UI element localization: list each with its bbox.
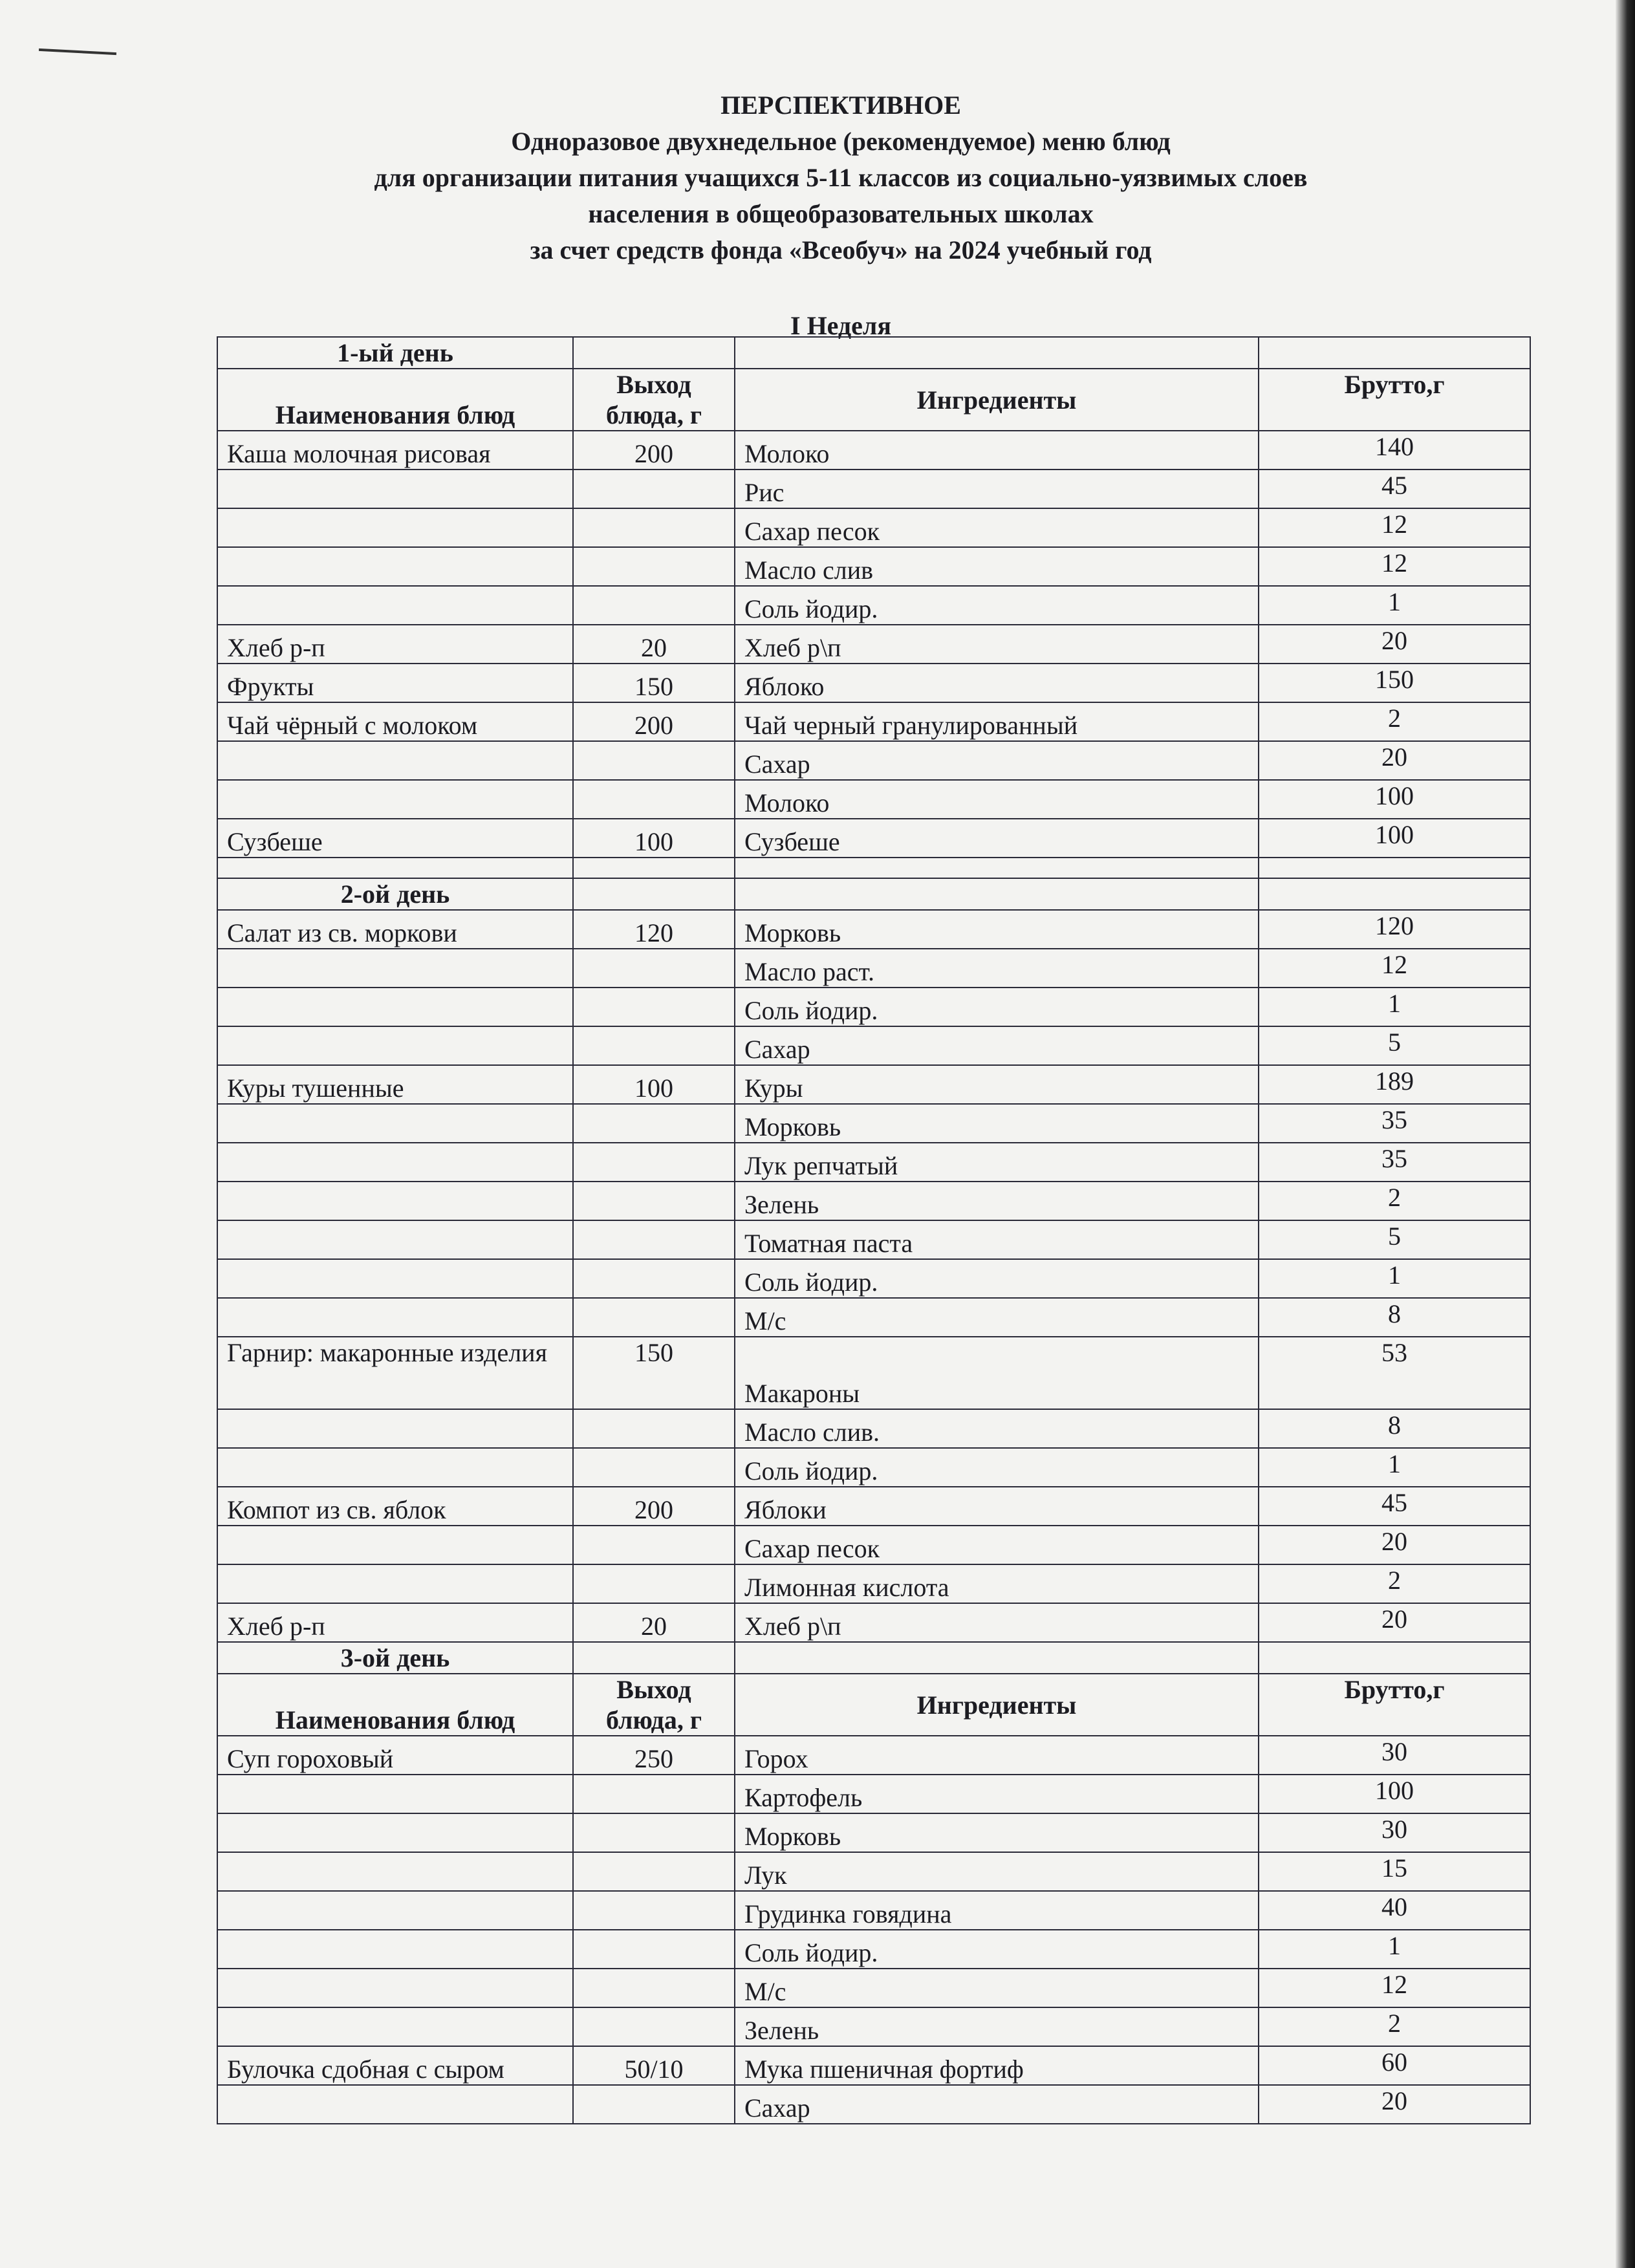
header-dish: Наименования блюд xyxy=(217,1674,573,1736)
dish-name xyxy=(217,1930,573,1969)
dish-yield: 20 xyxy=(573,1603,735,1642)
subtitle-line-1: Одноразовое двухнедельное (рекомендуемое) меню блюд xyxy=(511,127,1171,156)
dish-name xyxy=(217,586,573,625)
dish-name xyxy=(217,1143,573,1182)
brutto-weight: 12 xyxy=(1259,1969,1530,2007)
dish-name xyxy=(217,1969,573,2007)
table-row xyxy=(217,741,1530,780)
table-row xyxy=(217,1409,1530,1448)
subtitle-line-3: населения в общеобразовательных школах xyxy=(588,199,1094,228)
ingredient: Соль йодир. xyxy=(735,1930,1259,1969)
brutto-weight: 150 xyxy=(1259,664,1530,702)
day-header-row xyxy=(217,1642,1530,1674)
table-row xyxy=(217,1182,1530,1220)
ingredient: Морковь xyxy=(735,910,1259,949)
brutto-weight: 20 xyxy=(1259,2085,1530,2124)
brutto-weight: 15 xyxy=(1259,1852,1530,1891)
dish-name: Куры тушенные xyxy=(217,1065,573,1104)
dish-name xyxy=(217,1813,573,1852)
empty-cell xyxy=(1259,878,1530,910)
brutto-weight: 12 xyxy=(1259,508,1530,547)
day-label: 1-ый день xyxy=(217,337,573,369)
ingredient: Сахар xyxy=(735,2085,1259,2124)
document-header xyxy=(194,87,1488,268)
dish-name xyxy=(217,780,573,819)
brutto-weight: 1 xyxy=(1259,586,1530,625)
ingredient: Сузбеше xyxy=(735,819,1259,858)
ingredient: Морковь xyxy=(735,1813,1259,1852)
brutto-weight: 20 xyxy=(1259,1603,1530,1642)
table-row xyxy=(217,1104,1530,1143)
ingredient: Грудинка говядина xyxy=(735,1891,1259,1930)
dish-name: Фрукты xyxy=(217,664,573,702)
dish-yield xyxy=(573,586,735,625)
table-row xyxy=(217,1564,1530,1603)
ingredient: Молоко xyxy=(735,780,1259,819)
dish-name: Компот из св. яблок xyxy=(217,1487,573,1526)
table-row xyxy=(217,586,1530,625)
subtitle-line-2: для организации питания учащихся 5-11 классов из социально-уязвимых слоев xyxy=(374,163,1308,192)
brutto-weight: 140 xyxy=(1259,431,1530,470)
table-row xyxy=(217,1487,1530,1526)
dish-yield: 20 xyxy=(573,625,735,664)
empty-cell xyxy=(573,337,735,369)
brutto-weight: 2 xyxy=(1259,2007,1530,2046)
ingredient: Соль йодир. xyxy=(735,988,1259,1026)
dish-name xyxy=(217,1026,573,1065)
dish-yield xyxy=(573,1775,735,1813)
ingredient: Хлеб р\п xyxy=(735,625,1259,664)
dish-yield xyxy=(573,1104,735,1143)
ingredient: Сахар xyxy=(735,741,1259,780)
table-row xyxy=(217,1736,1530,1775)
dish-name xyxy=(217,1852,573,1891)
brutto-weight: 40 xyxy=(1259,1891,1530,1930)
dish-name: Суп гороховый xyxy=(217,1736,573,1775)
ingredient: Яблоки xyxy=(735,1487,1259,1526)
dish-name xyxy=(217,988,573,1026)
subtitle-line-4: за счет средств фонда «Всеобуч» на 2024 учебный год xyxy=(530,235,1152,265)
dish-yield xyxy=(573,988,735,1026)
dish-yield xyxy=(573,508,735,547)
dish-yield xyxy=(573,1526,735,1564)
brutto-weight: 53 xyxy=(1259,1337,1530,1409)
dish-yield xyxy=(573,1182,735,1220)
empty-cell xyxy=(735,1642,1259,1674)
dish-name xyxy=(217,1564,573,1603)
table-row xyxy=(217,1526,1530,1564)
ingredient: Лимонная кислота xyxy=(735,1564,1259,1603)
ingredient: Картофель xyxy=(735,1775,1259,1813)
dish-name xyxy=(217,1259,573,1298)
ingredient: Соль йодир. xyxy=(735,586,1259,625)
brutto-weight: 12 xyxy=(1259,949,1530,988)
dish-yield xyxy=(573,1852,735,1891)
empty-cell xyxy=(1259,1642,1530,1674)
table-row xyxy=(217,1143,1530,1182)
dish-yield xyxy=(573,1409,735,1448)
ingredient: Масло слив. xyxy=(735,1409,1259,1448)
ingredient: Зелень xyxy=(735,2007,1259,2046)
ingredient: Масло слив xyxy=(735,547,1259,586)
table-row xyxy=(217,702,1530,741)
header-brutto: Брутто,г xyxy=(1259,369,1530,431)
table-row xyxy=(217,1891,1530,1930)
dish-yield: 200 xyxy=(573,1487,735,1526)
scan-mark xyxy=(39,49,116,55)
header-dish: Наименования блюд xyxy=(217,369,573,431)
ingredient: Соль йодир. xyxy=(735,1448,1259,1487)
table-row xyxy=(217,1259,1530,1298)
dish-name xyxy=(217,547,573,586)
table-row xyxy=(217,2085,1530,2124)
document-title: ПЕРСПЕКТИВНОЕ xyxy=(720,91,961,120)
column-header-row xyxy=(217,369,1530,431)
table-row xyxy=(217,2007,1530,2046)
brutto-weight: 20 xyxy=(1259,1526,1530,1564)
table-row xyxy=(217,508,1530,547)
ingredient: Масло раст. xyxy=(735,949,1259,988)
table-row xyxy=(217,949,1530,988)
dish-name: Гарнир: макаронные изделия xyxy=(217,1337,573,1409)
brutto-weight: 1 xyxy=(1259,1448,1530,1487)
brutto-weight: 100 xyxy=(1259,1775,1530,1813)
ingredient: Хлеб р\п xyxy=(735,1603,1259,1642)
table-row xyxy=(217,431,1530,470)
brutto-weight: 1 xyxy=(1259,1259,1530,1298)
ingredient: Соль йодир. xyxy=(735,1259,1259,1298)
brutto-weight: 8 xyxy=(1259,1409,1530,1448)
table-row xyxy=(217,780,1530,819)
dish-yield xyxy=(573,547,735,586)
dish-name xyxy=(217,1409,573,1448)
dish-name xyxy=(217,741,573,780)
dish-name xyxy=(217,1526,573,1564)
empty-cell xyxy=(573,1642,735,1674)
ingredient: Горох xyxy=(735,1736,1259,1775)
dish-yield xyxy=(573,2007,735,2046)
empty-cell xyxy=(573,858,735,878)
dish-yield: 100 xyxy=(573,819,735,858)
brutto-weight: 2 xyxy=(1259,702,1530,741)
brutto-weight: 1 xyxy=(1259,988,1530,1026)
empty-cell xyxy=(573,878,735,910)
empty-cell xyxy=(735,878,1259,910)
table-row xyxy=(217,1220,1530,1259)
table-row xyxy=(217,2046,1530,2085)
dish-name: Сузбеше xyxy=(217,819,573,858)
ingredient: М/с xyxy=(735,1969,1259,2007)
dish-yield: 120 xyxy=(573,910,735,949)
dish-yield: 200 xyxy=(573,702,735,741)
ingredient: Томатная паста xyxy=(735,1220,1259,1259)
table-row xyxy=(217,1026,1530,1065)
dish-yield xyxy=(573,1891,735,1930)
dish-yield xyxy=(573,741,735,780)
dish-name: Каша молочная рисовая xyxy=(217,431,573,470)
brutto-weight: 20 xyxy=(1259,625,1530,664)
brutto-weight: 30 xyxy=(1259,1813,1530,1852)
dish-yield xyxy=(573,1026,735,1065)
column-header-row xyxy=(217,1674,1530,1736)
header-ingredients: Ингредиенты xyxy=(735,369,1259,431)
dish-name xyxy=(217,2085,573,2124)
header-yield: Выход блюда, г xyxy=(573,1674,735,1736)
brutto-weight: 2 xyxy=(1259,1182,1530,1220)
ingredient: Зелень xyxy=(735,1182,1259,1220)
dish-name xyxy=(217,2007,573,2046)
empty-row xyxy=(217,858,1530,878)
menu-table xyxy=(217,336,1531,2124)
brutto-weight: 1 xyxy=(1259,1930,1530,1969)
header-ingredients: Ингредиенты xyxy=(735,1674,1259,1736)
day-label: 2-ой день xyxy=(217,878,573,910)
dish-yield xyxy=(573,2085,735,2124)
table-row xyxy=(217,910,1530,949)
brutto-weight: 20 xyxy=(1259,741,1530,780)
dish-name: Салат из св. моркови xyxy=(217,910,573,949)
brutto-weight: 100 xyxy=(1259,819,1530,858)
page-edge-shadow xyxy=(1616,0,1635,2268)
ingredient: Куры xyxy=(735,1065,1259,1104)
brutto-weight: 100 xyxy=(1259,780,1530,819)
dish-yield xyxy=(573,1298,735,1337)
brutto-weight: 60 xyxy=(1259,2046,1530,2085)
ingredient: Яблоко xyxy=(735,664,1259,702)
dish-name: Чай чёрный с молоком xyxy=(217,702,573,741)
dish-yield xyxy=(573,780,735,819)
dish-yield xyxy=(573,1930,735,1969)
ingredient: Макароны xyxy=(735,1337,1259,1409)
table-row xyxy=(217,470,1530,508)
table-row xyxy=(217,664,1530,702)
table-row xyxy=(217,1603,1530,1642)
dish-name xyxy=(217,1448,573,1487)
dish-yield xyxy=(573,470,735,508)
dish-name xyxy=(217,1891,573,1930)
table-row xyxy=(217,1813,1530,1852)
table-row xyxy=(217,1852,1530,1891)
ingredient: М/с xyxy=(735,1298,1259,1337)
brutto-weight: 5 xyxy=(1259,1220,1530,1259)
ingredient: Рис xyxy=(735,470,1259,508)
ingredient: Молоко xyxy=(735,431,1259,470)
dish-name xyxy=(217,1182,573,1220)
table-row xyxy=(217,1065,1530,1104)
day-header-row xyxy=(217,878,1530,910)
table-row xyxy=(217,547,1530,586)
table-row xyxy=(217,988,1530,1026)
dish-yield xyxy=(573,1259,735,1298)
brutto-weight: 30 xyxy=(1259,1736,1530,1775)
dish-name xyxy=(217,1298,573,1337)
table-row xyxy=(217,1448,1530,1487)
brutto-weight: 120 xyxy=(1259,910,1530,949)
brutto-weight: 12 xyxy=(1259,547,1530,586)
table-row xyxy=(217,1969,1530,2007)
day-label: 3-ой день xyxy=(217,1642,573,1674)
empty-cell xyxy=(735,337,1259,369)
week-heading: I Неделя xyxy=(790,311,891,340)
table-row xyxy=(217,1775,1530,1813)
empty-cell xyxy=(1259,858,1530,878)
dish-name: Хлеб р-п xyxy=(217,625,573,664)
dish-name: Хлеб р-п xyxy=(217,1603,573,1642)
dish-yield: 250 xyxy=(573,1736,735,1775)
dish-name xyxy=(217,508,573,547)
brutto-weight: 2 xyxy=(1259,1564,1530,1603)
dish-name xyxy=(217,1220,573,1259)
ingredient: Чай черный гранулированный xyxy=(735,702,1259,741)
dish-yield xyxy=(573,1220,735,1259)
ingredient: Лук репчатый xyxy=(735,1143,1259,1182)
table-row xyxy=(217,625,1530,664)
table-row xyxy=(217,819,1530,858)
brutto-weight: 5 xyxy=(1259,1026,1530,1065)
empty-cell xyxy=(735,858,1259,878)
dish-yield xyxy=(573,1564,735,1603)
dish-yield: 100 xyxy=(573,1065,735,1104)
brutto-weight: 8 xyxy=(1259,1298,1530,1337)
header-yield: Выход блюда, г xyxy=(573,369,735,431)
table-row xyxy=(217,1298,1530,1337)
brutto-weight: 35 xyxy=(1259,1143,1530,1182)
ingredient: Сахар песок xyxy=(735,508,1259,547)
header-brutto: Брутто,г xyxy=(1259,1674,1530,1736)
empty-cell xyxy=(217,858,573,878)
table-row xyxy=(217,1337,1530,1409)
dish-yield xyxy=(573,1813,735,1852)
dish-yield: 200 xyxy=(573,431,735,470)
table-row xyxy=(217,1930,1530,1969)
dish-yield xyxy=(573,949,735,988)
ingredient: Мука пшеничная фортиф xyxy=(735,2046,1259,2085)
ingredient: Сахар xyxy=(735,1026,1259,1065)
brutto-weight: 45 xyxy=(1259,470,1530,508)
dish-yield xyxy=(573,1969,735,2007)
dish-yield xyxy=(573,1143,735,1182)
dish-yield: 150 xyxy=(573,664,735,702)
ingredient: Лук xyxy=(735,1852,1259,1891)
dish-yield xyxy=(573,1448,735,1487)
day-header-row xyxy=(217,337,1530,369)
ingredient: Сахар песок xyxy=(735,1526,1259,1564)
empty-cell xyxy=(1259,337,1530,369)
dish-yield: 50/10 xyxy=(573,2046,735,2085)
brutto-weight: 45 xyxy=(1259,1487,1530,1526)
dish-yield: 150 xyxy=(573,1337,735,1409)
dish-name xyxy=(217,470,573,508)
ingredient: Морковь xyxy=(735,1104,1259,1143)
dish-name xyxy=(217,949,573,988)
brutto-weight: 35 xyxy=(1259,1104,1530,1143)
dish-name xyxy=(217,1104,573,1143)
brutto-weight: 189 xyxy=(1259,1065,1530,1104)
dish-name: Булочка сдобная с сыром xyxy=(217,2046,573,2085)
dish-name xyxy=(217,1775,573,1813)
